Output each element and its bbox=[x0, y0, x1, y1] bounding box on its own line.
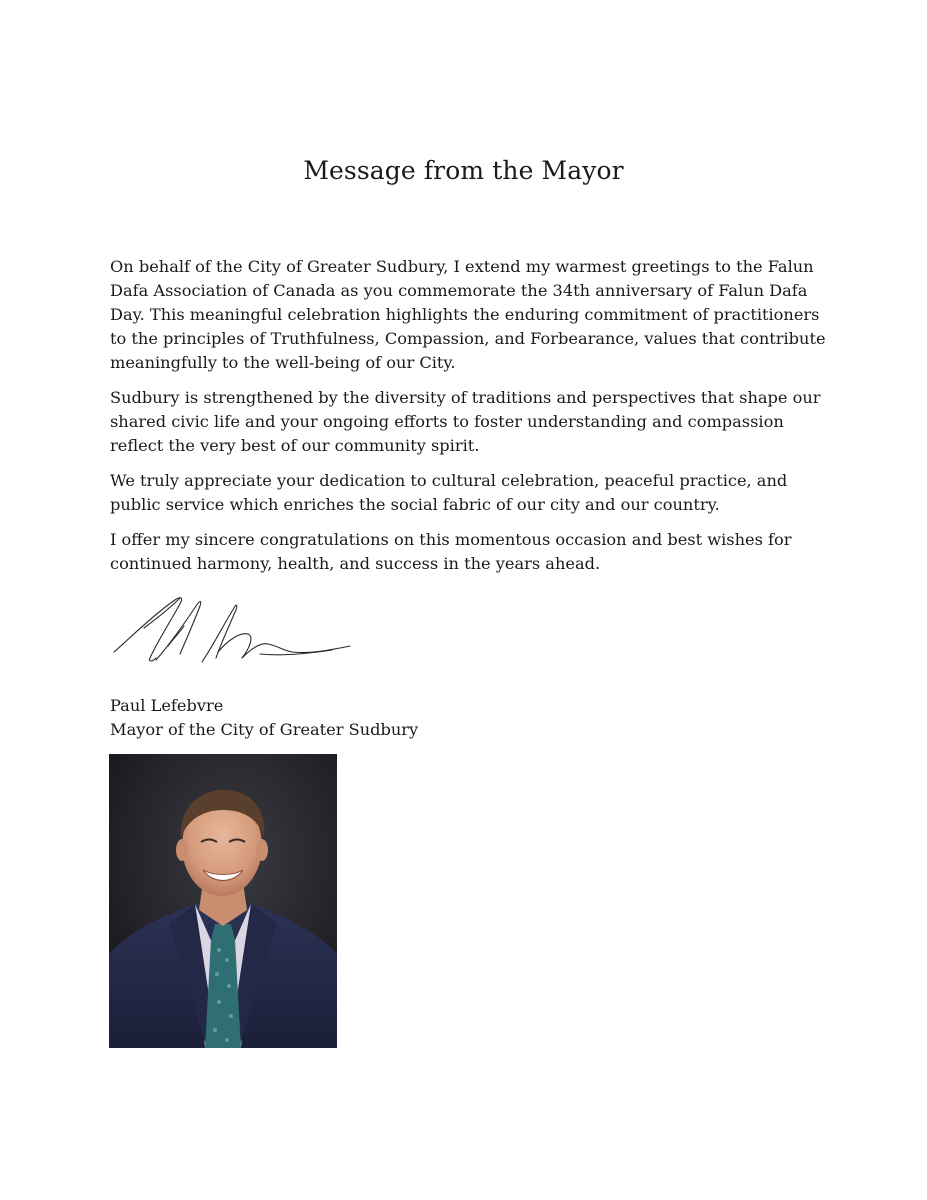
letter-body bbox=[110, 255, 826, 587]
signer-title: Mayor of the City of Greater Sudbury bbox=[110, 720, 419, 739]
paragraph-appreciation: We truly appreciate your dedication to cultural celebration, peaceful practice, and public service which enriches the social fabric of our city and our country. bbox=[110, 471, 788, 514]
page-title: Message from the Mayor bbox=[303, 156, 624, 185]
paragraph-congratulations: I offer my sincere congratulations on this momentous occasion and best wishes for continued harmony, health, and success in the years ahead. bbox=[110, 530, 792, 573]
signer-block bbox=[110, 694, 418, 742]
paragraph-greeting: On behalf of the City of Greater Sudbury, I extend my warmest greetings to the Falun Dafa Association of Canada as you commemorate the 34th anniversary of Falun Dafa Day. This meaningful celebration highlights the enduring commitment of practitioners to the principles of Truthfulness, Compassion, and Forbearance, values that contribute meaningfully to the well-being of our City. bbox=[110, 257, 826, 372]
paragraph-diversity: Sudbury is strengthened by the diversity of traditions and perspectives that shape our shared civic life and your ongoing efforts to foster understanding and compassion reflect the very best of our community spirit. bbox=[110, 388, 821, 455]
signer-name: Paul Lefebvre bbox=[110, 696, 224, 715]
handwritten-signature bbox=[110, 588, 360, 672]
mayor-portrait-photo bbox=[109, 754, 337, 1048]
